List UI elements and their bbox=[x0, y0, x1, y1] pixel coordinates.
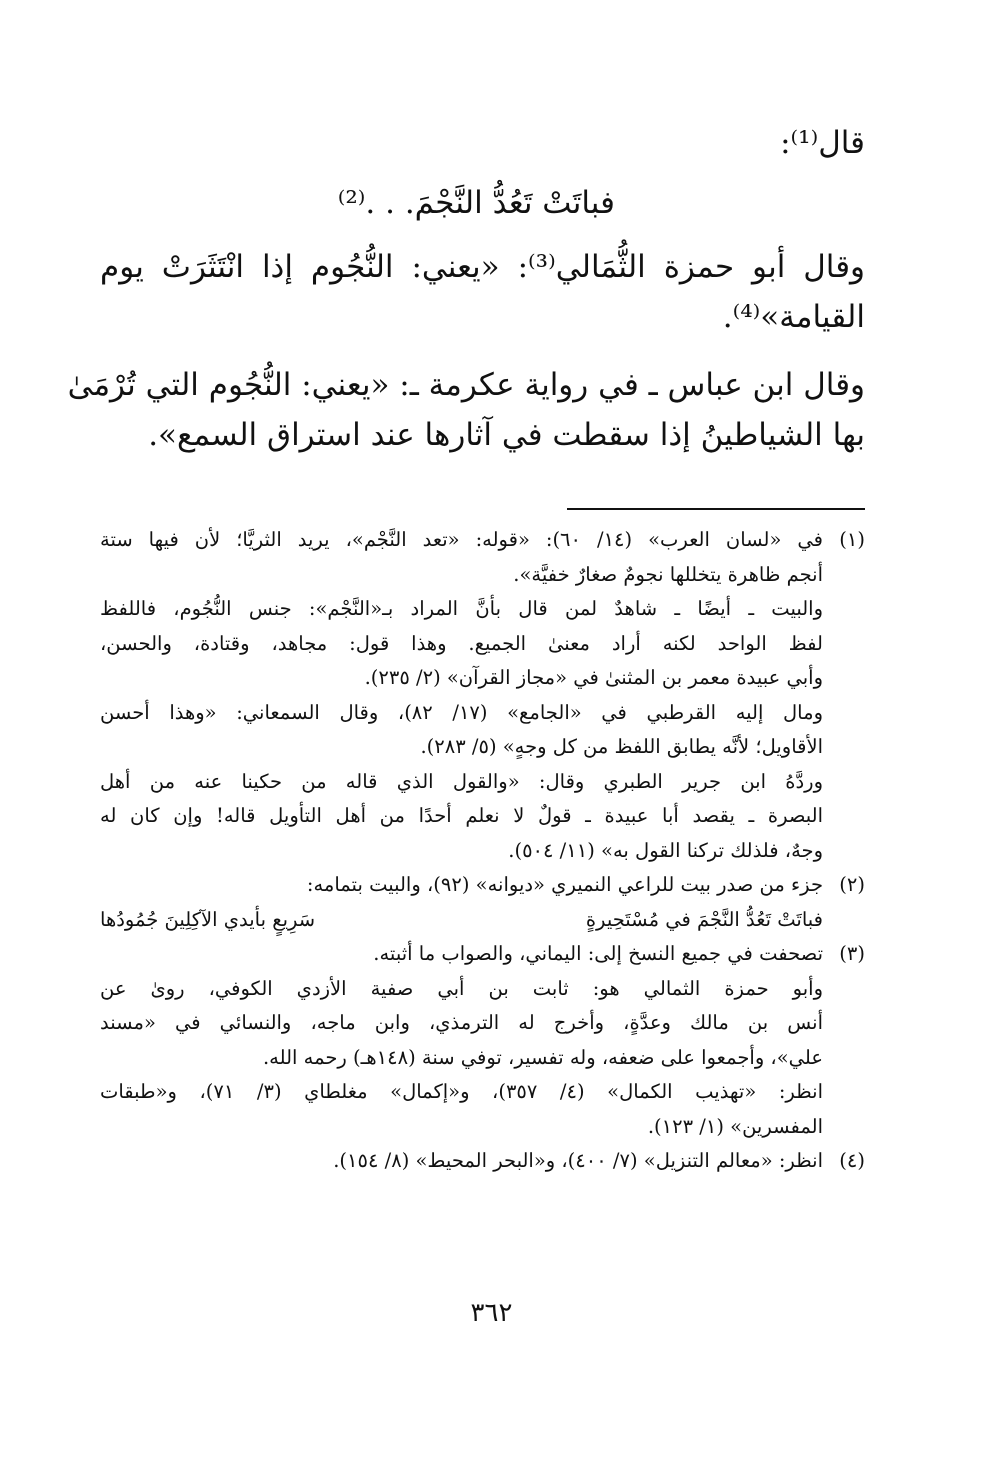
spacer bbox=[100, 228, 865, 242]
footnote-line: وأبي عبيدة معمر بن المثنىٰ في «مجاز القرآن» (٢/ ٢٣٥). bbox=[364, 666, 823, 689]
footnote-line: البصرة ـ يقصد أبا عبيدة ـ قولٌ لا نعلم أحدًا من أهل التأويل قاله! وإن كان له bbox=[100, 804, 823, 827]
footnote-line: والبيت ـ أيضًا ـ شاهدٌ لمن قال بأنَّ المراد بـ«النَّجْم»: جنس النُّجُوم، فاللفظ bbox=[100, 597, 823, 620]
verse-second-hemistich: سَرِيعٍ بأيدي الآكِلِينَ جُمُودُها bbox=[100, 907, 316, 931]
footnote-line: وأبو حمزة الثمالي هو: ثابت بن أبي صفية الأزدي الكوفي، روىٰ عن bbox=[100, 976, 823, 1000]
footnote-line: انظر: «تهذيب الكمال» (٤/ ٣٥٧)، و«إكمال» مغلطاي (٣/ ٧١)، و«طبقات bbox=[100, 1080, 823, 1103]
page-number: ٣٦٢ bbox=[470, 1298, 513, 1328]
footnote-number: (٣) bbox=[839, 942, 865, 965]
say-line: قال⁽¹⁾: bbox=[780, 125, 865, 161]
footnote-verse bbox=[100, 903, 865, 938]
footnote-number: (٢) bbox=[839, 873, 865, 896]
paragraph-2-line: بها الشياطينُ إذا سقطت في آثارها عند استراق السمع». bbox=[148, 417, 865, 453]
footnote-line: أنس بن مالك وعدَّةٍ، وأخرج له الترمذي، وابن ماجه، والنسائي في «مسند bbox=[100, 1011, 823, 1034]
verse-half: فباتَتْ تَعُدُّ النَّجْمَ. . .⁽²⁾ bbox=[337, 185, 615, 221]
footnote-text: انظر: «معالم التنزيل» (٧/ ٤٠٠)، و«البحر المحيط» (٨/ ١٥٤). bbox=[333, 1149, 823, 1172]
footnote-line: الأقاويل؛ لأنَّه يطابق اللفظ من كل وجهٍ» (٥/ ٢٨٣). bbox=[420, 735, 823, 758]
footnote-1 bbox=[100, 523, 865, 558]
footnote-3 bbox=[100, 937, 865, 972]
footnote-line: لفظ الواحد لكنه أراد معنىٰ الجميع. وهذا قول: مجاهد، وقتادة، والحسن، bbox=[100, 631, 823, 655]
footnote-line: علي»، وأجمعوا على ضعفه، وله تفسير، توفي سنة (١٤٨هـ) رحمه الله. bbox=[262, 1045, 823, 1069]
spacer bbox=[100, 342, 865, 360]
footnote-line: ومال إليه القرطبي في «الجامع» (١٧/ ٨٢)، وقال السمعاني: «وهذا أحسن bbox=[100, 700, 823, 724]
footnote-number: (١) bbox=[839, 528, 865, 551]
paragraph-1-line: وقال أبو حمزة الثُّمَالي⁽³⁾: «يعني: النُّجُوم إذا انْتَثَرَتْ يوم bbox=[100, 249, 865, 285]
footnote-separator bbox=[567, 508, 865, 510]
paragraph-2-line: وقال ابن عباس ـ في رواية عكرمة ـ: «يعني: النُّجُوم التي تُرْمَىٰ bbox=[67, 367, 865, 403]
footnote-line: أنجم ظاهرة يتخللها نجومٌ صغارٌ خفيَّة». bbox=[513, 562, 823, 586]
paragraph-1-line: القيامة»⁽⁴⁾. bbox=[722, 299, 865, 335]
footnote-line: وردَّهُ ابن جرير الطبري وقال: «والقول الذي قاله من حكينا عنه من أهل bbox=[100, 769, 823, 793]
footnote-line: المفسرين» (١/ ١٢٣). bbox=[647, 1114, 823, 1138]
footnote-text: في «لسان العرب» (١٤/ ٦٠): «قوله: «تعد النَّجْم»، يريد الثريَّا؛ لأن فيها ستة bbox=[100, 528, 823, 551]
verse-first-hemistich: فباتَتْ تَعُدُّ النَّجْمَ في مُسْتَحِيرةٍ bbox=[585, 907, 823, 931]
footnotes bbox=[100, 523, 865, 1179]
footnote-text: جزء من صدر بيت للراعي النميري «ديوانه» (٩٢)، والبيت بتمامه: bbox=[306, 873, 823, 896]
footnote-number: (٤) bbox=[839, 1149, 865, 1172]
footnote-line: وجهٌ، فلذلك تركنا القول به» (١١/ ٥٠٤). bbox=[508, 838, 823, 862]
main-text bbox=[67, 118, 865, 460]
footnote-text: تصحفت في جميع النسخ إلى: اليماني، والصواب ما أثبته. bbox=[373, 942, 823, 965]
spacer bbox=[100, 168, 865, 178]
footnote-4 bbox=[100, 1144, 865, 1179]
footnote-2 bbox=[100, 868, 865, 903]
